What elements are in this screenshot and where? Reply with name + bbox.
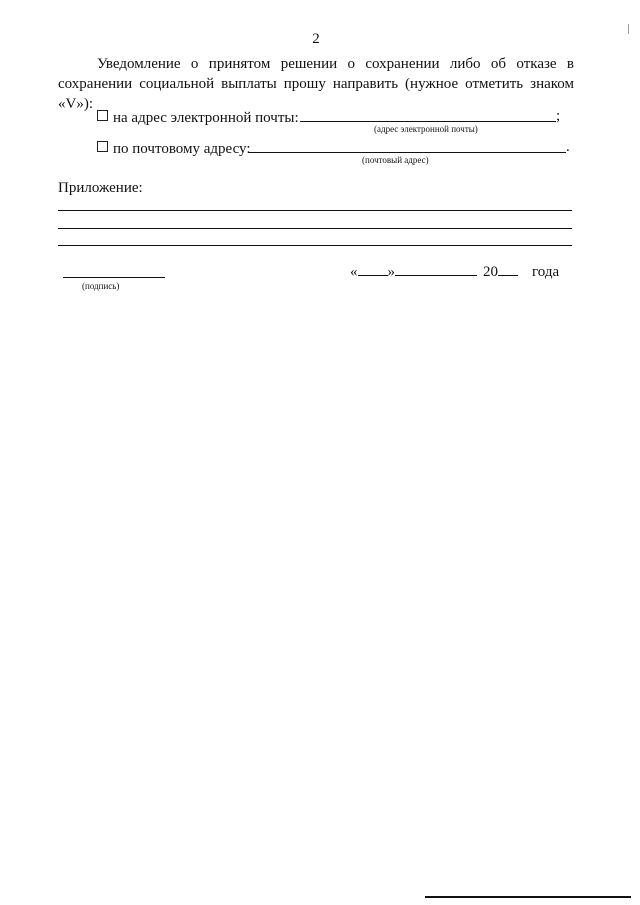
page-number: 2 — [312, 31, 320, 47]
date-close-quote: » — [387, 264, 395, 280]
bottom-rule — [425, 896, 631, 898]
attachment-line-1[interactable] — [58, 210, 572, 211]
date-month-blank[interactable] — [395, 263, 477, 276]
email-fill-line[interactable] — [300, 121, 556, 122]
date-day-blank[interactable] — [358, 263, 388, 276]
attachment-line-2[interactable] — [58, 228, 572, 229]
option-email[interactable] — [97, 109, 299, 127]
attachment-line-3[interactable] — [58, 245, 572, 246]
checkbox-email[interactable] — [97, 110, 108, 121]
option-postal[interactable] — [97, 140, 251, 158]
checkbox-postal[interactable] — [97, 141, 108, 152]
date-open-quote: « — [350, 264, 358, 280]
option-postal-label: по почтовому адресу: — [113, 141, 251, 157]
postal-fill-line[interactable] — [249, 152, 566, 153]
date-year-suffix: года — [532, 264, 560, 280]
notification-paragraph: Уведомление о принятом решении о сохранении либо об отказе в сохранении социальной выплаты прошу направить (нужное отметить знаком «V»): — [58, 56, 574, 112]
email-caption: (адрес электронной почты) — [374, 124, 478, 134]
signature-line[interactable] — [63, 277, 165, 278]
attachment-label: Приложение: — [58, 180, 143, 196]
postal-tail: . — [566, 139, 570, 155]
email-tail: ; — [556, 108, 561, 124]
date-field — [350, 263, 559, 281]
date-year-blank[interactable] — [498, 263, 518, 276]
postal-caption: (почтовый адрес) — [362, 155, 429, 165]
option-email-label: на адрес электронной почты: — [113, 110, 299, 126]
signature-caption: (подпись) — [82, 281, 120, 291]
date-year-prefix: 20 — [483, 264, 498, 280]
